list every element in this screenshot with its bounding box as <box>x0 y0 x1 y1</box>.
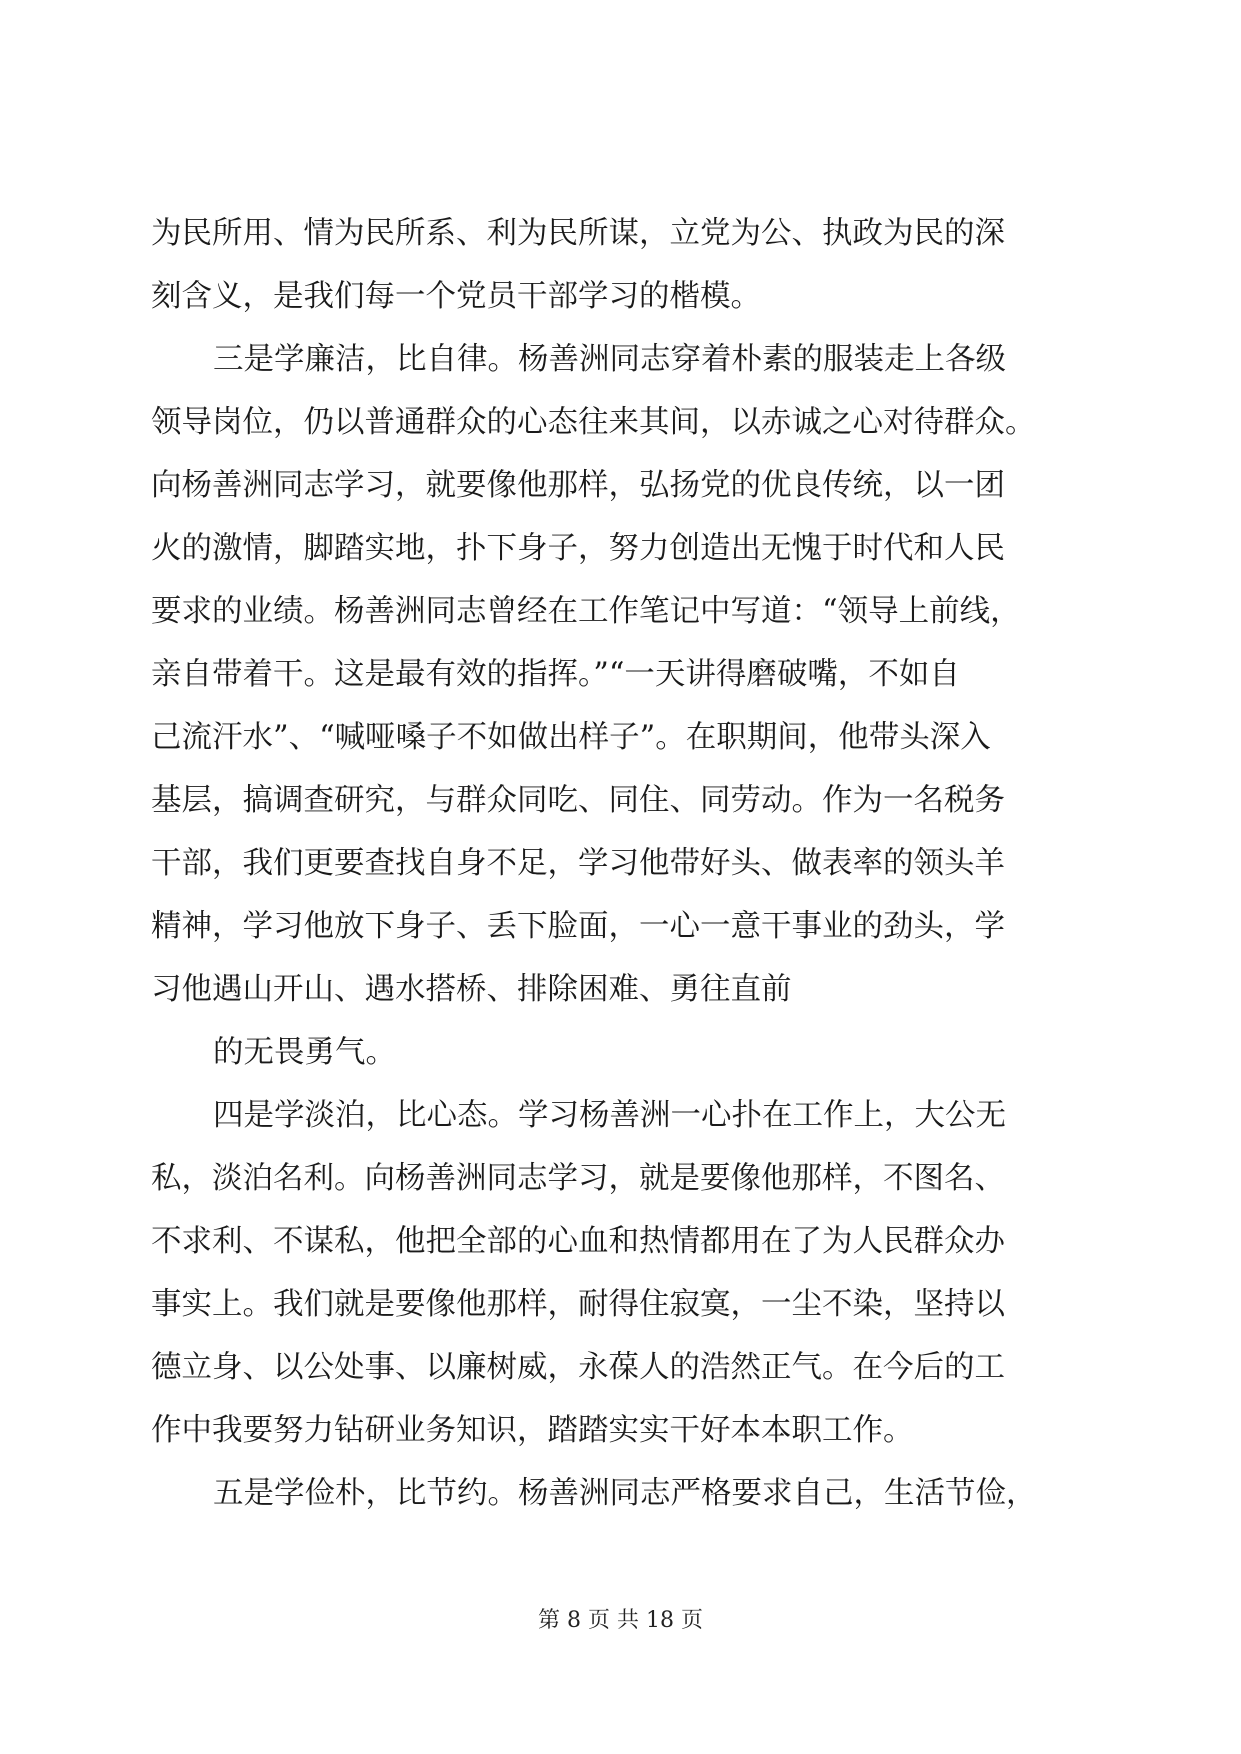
text-line: 火的激情，脚踏实地，扑下身子，努力创造出无愧于时代和人民 <box>151 531 1005 566</box>
text-line: 精神，学习他放下身子、丢下脸面，一心一意干事业的劲头，学 <box>151 909 1005 944</box>
text-line: 己流汗水”、“喊哑嗓子不如做出样子”。在职期间，他带头深入 <box>151 720 991 755</box>
text-line: 作中我要努力钻研业务知识，踏踏实实干好本本职工作。 <box>151 1413 914 1448</box>
text-line: 向杨善洲同志学习，就要像他那样，弘扬党的优良传统，以一团 <box>151 468 1005 503</box>
text-line: 要求的业绩。杨善洲同志曾经在工作笔记中写道：“领导上前线， <box>151 594 1021 629</box>
text-line: 基层，搞调查研究，与群众同吃、同住、同劳动。作为一名税务 <box>151 783 1005 818</box>
text-line: 事实上。我们就是要像他那样，耐得住寂寞，一尘不染，坚持以 <box>151 1287 1005 1322</box>
text-line: 亲自带着干。这是最有效的指挥。”“一天讲得磨破嘴，不如自 <box>151 657 960 692</box>
text-line: 德立身、以公处事、以廉树威，永葆人的浩然正气。在今后的工 <box>151 1350 1005 1385</box>
text-line: 刻含义，是我们每一个党员干部学习的楷模。 <box>151 279 761 314</box>
text-line: 为民所用、情为民所系、利为民所谋，立党为公、执政为民的深 <box>151 216 1005 251</box>
text-line: 的无畏勇气。 <box>213 1035 396 1070</box>
page-number-footer: 第 8 页 共 18 页 <box>538 1608 703 1633</box>
text-line: 五是学俭朴，比节约。杨善洲同志严格要求自己，生活节俭， <box>213 1476 1037 1511</box>
text-line: 干部，我们更要查找自身不足，学习他带好头、做表率的领头羊 <box>151 846 1005 881</box>
text-line: 四是学淡泊，比心态。学习杨善洲一心扑在工作上，大公无 <box>213 1098 1006 1133</box>
text-line: 领导岗位，仍以普通群众的心态往来其间，以赤诚之心对待群众。 <box>151 405 1036 440</box>
text-line: 三是学廉洁，比自律。杨善洲同志穿着朴素的服装走上各级 <box>213 342 1006 377</box>
text-line: 习他遇山开山、遇水搭桥、排除困难、勇往直前 <box>151 972 792 1007</box>
text-line: 不求利、不谋私，他把全部的心血和热情都用在了为人民群众办 <box>151 1224 1005 1259</box>
text-line: 私，淡泊名利。向杨善洲同志学习，就是要像他那样，不图名、 <box>151 1161 1005 1196</box>
